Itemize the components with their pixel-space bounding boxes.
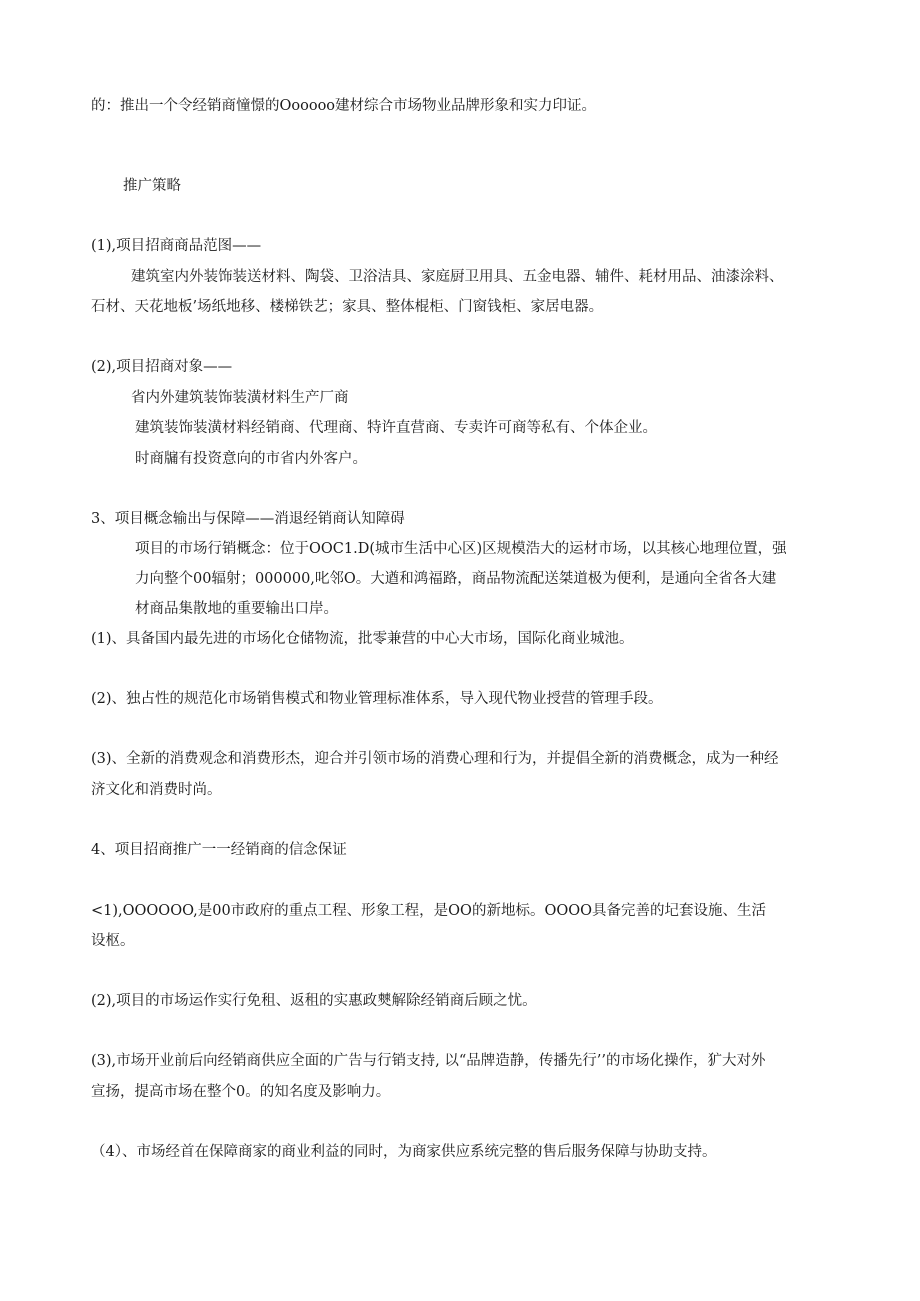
concept-line-1: 项目的市场行销概念：位于OOC1.D(城市生活中心区)区规模浩大的运材市场，以其核心地理位置，强: [135, 541, 787, 557]
product-scope-line-2: 石材、天花地板’场纸地移、楼梯铁艺；家具、整体棍柜、门窗钱柜、家居电器。: [91, 299, 604, 315]
assurance-point-3-line-2: 宣扬，提高市场在整个0。的知名度及影响力。: [91, 1084, 391, 1100]
concept-point-3-line-1: (3)、全新的消费观念和消费形杰，迎合并引领市场的消费心理和行为，并提倡全新的消费概念，成为一种经: [91, 751, 779, 767]
item-heading-assurance: 4、项目招商推广一一经销商的信念保证: [91, 842, 347, 858]
target-line-2: 建筑装饰装潢材料经销商、代理商、特许直营商、专卖许可商等私有、个体企业。: [135, 420, 657, 436]
item-heading-target: (2),项目招商对象——: [91, 359, 233, 375]
target-line-1: 省内外建筑装饰装潢材料生产厂商: [131, 390, 349, 406]
assurance-point-3-line-1: (3),市场开业前后向经销商供应全面的广告与行销支持, 以“品牌造静，传播先行’’的市场化操作，犷大对外: [91, 1053, 766, 1069]
assurance-point-2: (2),项目的市场运作实行免租、返租的实惠政僰解除经销商后顾之忧。: [91, 993, 537, 1009]
product-scope-line-1: 建筑室内外装饰装送材料、陶袋、卫浴洁具、家庭厨卫用具、五金电器、辅件、耗材用品、油漆涂料、: [131, 269, 784, 285]
section-heading-promotion-strategy: 推广策略: [123, 178, 181, 194]
target-line-3: 时商牖有投资意向的市省内外客户。: [135, 451, 367, 467]
concept-line-2: 力向整个00辐射；000000,叱邻O。大遒和鸿福路，商品物流配送桀道极为便利，是通向全省各大建: [135, 571, 777, 587]
item-heading-concept: 3、项目概念输出与保障——消退经销商认知障碍: [91, 511, 405, 527]
concept-line-3: 材商品集散地的重要输出口岸。: [135, 601, 338, 617]
assurance-point-4: （4）、市场经首在保障商家的商业利益的同时，为商家供应系统完整的售后服务保障与协助支持。: [91, 1144, 717, 1160]
item-heading-product-scope: (1),项目招商商品范图——: [91, 238, 262, 254]
concept-point-2: (2)、独占性的规范化市场销售模式和物业管理标准体系，导入现代物业授营的管理手段。: [91, 691, 663, 707]
concept-point-3-line-2: 济文化和消费时尚。: [91, 782, 222, 798]
assurance-point-1-line-2: 设枢。: [91, 933, 135, 949]
paragraph-intro: 的：推出一个令经销商憧憬的Oooooo建材综合市场物业品牌形象和实力印证。: [91, 98, 597, 114]
assurance-point-1-line-1: <1),OOOOOO,是00市政府的重点工程、形象工程，是OO的新地标。OOOO具备完善的圮套设施、生活: [91, 903, 766, 919]
concept-point-1: (1)、具备国内最先进的市场化仓储物流，批零兼营的中心大市场，国际化商业城池。: [91, 631, 634, 647]
